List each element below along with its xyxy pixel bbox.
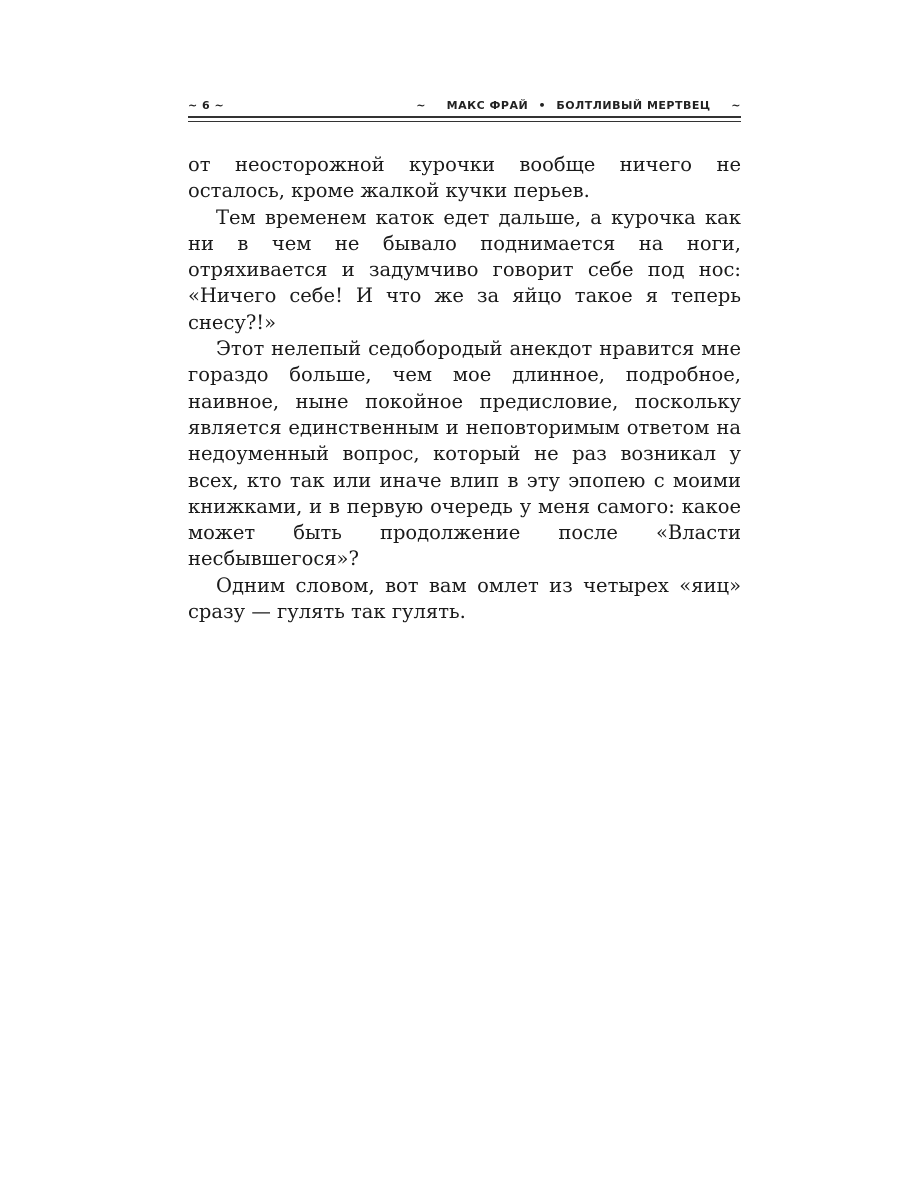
header-title — [416, 99, 741, 112]
body-text — [188, 152, 741, 625]
paragraph: от неосторожной курочки вообще ничего не осталось, кроме жалкой кучки перьев. — [188, 153, 741, 203]
book-page — [188, 96, 741, 625]
header-trail-tilde: ~ — [731, 99, 741, 112]
header-bullet: • — [538, 99, 547, 112]
header-rule-thin — [188, 121, 741, 122]
header-rule-thick — [188, 116, 741, 118]
running-header — [188, 96, 741, 116]
paragraph: Этот нелепый седобородый анекдот нравится мне гораздо больше, чем мое длинное, подробное, наивное, ныне покойное предисловие, поскольку является единственным и неповторимым ответом на недоуменный вопрос, который не раз возникал у всех, кто так или иначе влип в эту эпопею с моими книжками, и в первую очередь у меня самого: какое может быть продолжение после «Власти несбывшегося»? — [188, 337, 741, 571]
paragraph: Тем временем каток едет дальше, а курочка как ни в чем не бывало поднимается на ноги, отряхивается и задумчиво говорит себе под нос: «Ничего себе! И что же за яйцо такое я теперь снесу?!» — [188, 205, 741, 334]
header-lead-tilde: ~ — [416, 99, 426, 112]
paragraph: Одним словом, вот вам омлет из четырех «яиц» сразу — гулять так гулять. — [188, 573, 741, 624]
page-number: ~ 6 ~ — [188, 99, 225, 112]
header-book-title: БОЛТЛИВЫЙ МЕРТВЕЦ — [556, 99, 711, 112]
header-author: МАКС ФРАЙ — [446, 99, 529, 112]
